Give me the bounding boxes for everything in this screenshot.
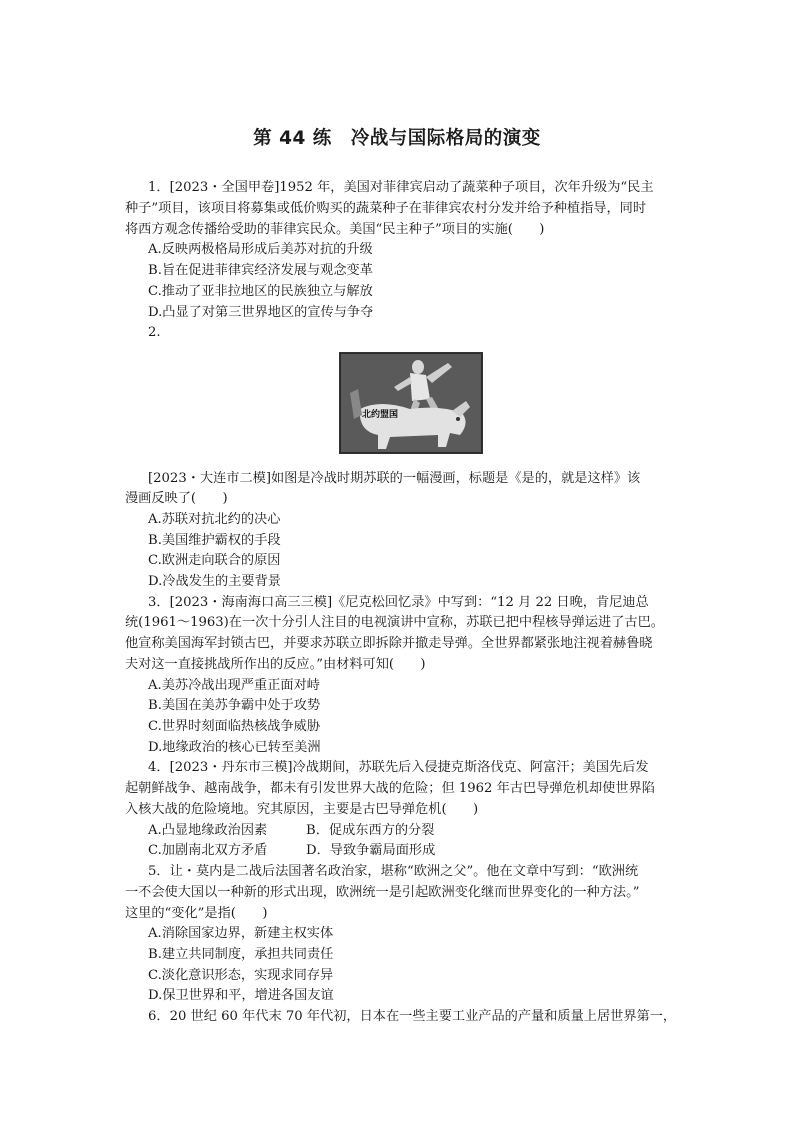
question-5-option-a: A.消除国家边界，新建主权实体 — [148, 926, 334, 941]
question-4-option-a: A.凸显地缘政治因素 — [148, 823, 268, 838]
question-3-option-a: A.美苏冷战出现严重正面对峙 — [148, 678, 320, 693]
question-5-line-2: 一不会使大国以一种新的形式出现，欧洲统一是引起欧洲变化继而世界变化的一种方法。” — [125, 885, 640, 900]
question-2-option-d: D.冷战发生的主要背景 — [148, 574, 281, 589]
question-2-option-b: B.美国维护霸权的手段 — [148, 533, 281, 548]
question-1-line-2: 种子”项目，该项目将募集或低价购买的蔬菜种子在菲律宾农村分发并给予种植指导，同时 — [125, 201, 647, 216]
question-6-line-1: 6．20 世纪 60 年代末 70 年代初，日本在一些主要工业产品的产量和质量上居世界第一， — [148, 1009, 677, 1024]
question-3-option-c: C.世界时刻面临热核战争威胁 — [148, 719, 321, 734]
question-1-option-b: B.旨在促进菲律宾经济发展与观念变革 — [148, 263, 373, 278]
question-3-option-b: B.美国在美苏争霸中处于攻势 — [148, 698, 321, 713]
question-5-line-3: 这里的“变化”是指( ) — [125, 906, 268, 921]
question-4-option-c: C.加剧南北双方矛盾 — [148, 843, 268, 858]
question-4-options-row-1 — [148, 820, 693, 841]
question-4-option-b: B．促成东西方的分裂 — [306, 823, 435, 838]
page-title: 第 44 练 冷战与国际格局的演变 — [253, 128, 541, 149]
question-1-line-3: 将西方观念传播给受助的菲律宾民众。美国“民主种子”项目的实施( ) — [125, 222, 545, 237]
question-2-line-1: [2023・大连市二模]如图是冷战时期苏联的一幅漫画，标题是《是的，就是这样》该 — [148, 471, 641, 486]
question-4-option-d: D．导致争霸局面形成 — [306, 843, 436, 858]
question-3-line-1: 3．[2023・海南海口高三三模]《尼克松回忆录》中写到：“12 月 22 日晚，肯尼迪总 — [148, 595, 649, 610]
question-2-line-2: 漫画反映了( ) — [125, 491, 228, 506]
question-5-option-d: D.保卫世界和平，增进各国友谊 — [148, 988, 334, 1003]
cartoon-illustration — [340, 353, 482, 453]
question-4-line-1: 4．[2023・丹东市三模]冷战期间，苏联先后入侵捷克斯洛伐克、阿富汗；美国先后发 — [148, 760, 649, 775]
question-3-line-3: 他宣称美国海军封锁古巴，并要求苏联立即拆除并撤走导弹。全世界都紧张地注视着赫鲁晓 — [125, 636, 653, 651]
question-3-line-4: 夫对这一直接挑战所作出的反应。”由材料可知( ) — [125, 657, 426, 672]
question-2-number: 2. — [148, 325, 161, 340]
question-5-line-1: 5．让・莫内是二战后法国著名政治家，堪称“欧洲之父”。他在文章中写到：“欧洲统 — [148, 864, 639, 879]
question-2-option-c: C.欧洲走向联合的原因 — [148, 553, 281, 568]
question-2-option-a: A.苏联对抗北约的决心 — [148, 512, 281, 527]
question-4-line-2: 起朝鲜战争、越南战争，都未有引发世界大战的危险；但 1962 年古巴导弹危机却使世界陷 — [125, 781, 655, 796]
question-4-line-3: 入核大战的危险境地。究其原因，主要是古巴导弹危机( ) — [125, 802, 479, 817]
question-4-options-row-2 — [148, 840, 693, 861]
question-1-option-a: A.反映两极格局形成后美苏对抗的升级 — [148, 242, 373, 257]
question-3-line-2: 统(1961～1963)在一次十分引人注目的电视演讲中宣称，苏联已把中程核导弹运进了古巴。 — [125, 615, 664, 630]
soviet-cartoon-figure — [339, 352, 483, 454]
figure-label-nato-allies: 北约盟国 — [362, 410, 399, 420]
question-1-line-1: 1．[2023・全国甲卷]1952 年，美国对菲律宾启动了蔬菜种子项目，次年升级为“民主 — [148, 180, 654, 195]
question-1-option-c: C.推动了亚非拉地区的民族独立与解放 — [148, 284, 373, 299]
question-5-option-c: C.淡化意识形态，实现求同存异 — [148, 968, 334, 983]
question-3-option-d: D.地缘政治的核心已转至美洲 — [148, 740, 321, 755]
question-5-option-b: B.建立共同制度，承担共同责任 — [148, 947, 334, 962]
question-1-option-d: D.凸显了对第三世界地区的宣传与争夺 — [148, 305, 374, 320]
